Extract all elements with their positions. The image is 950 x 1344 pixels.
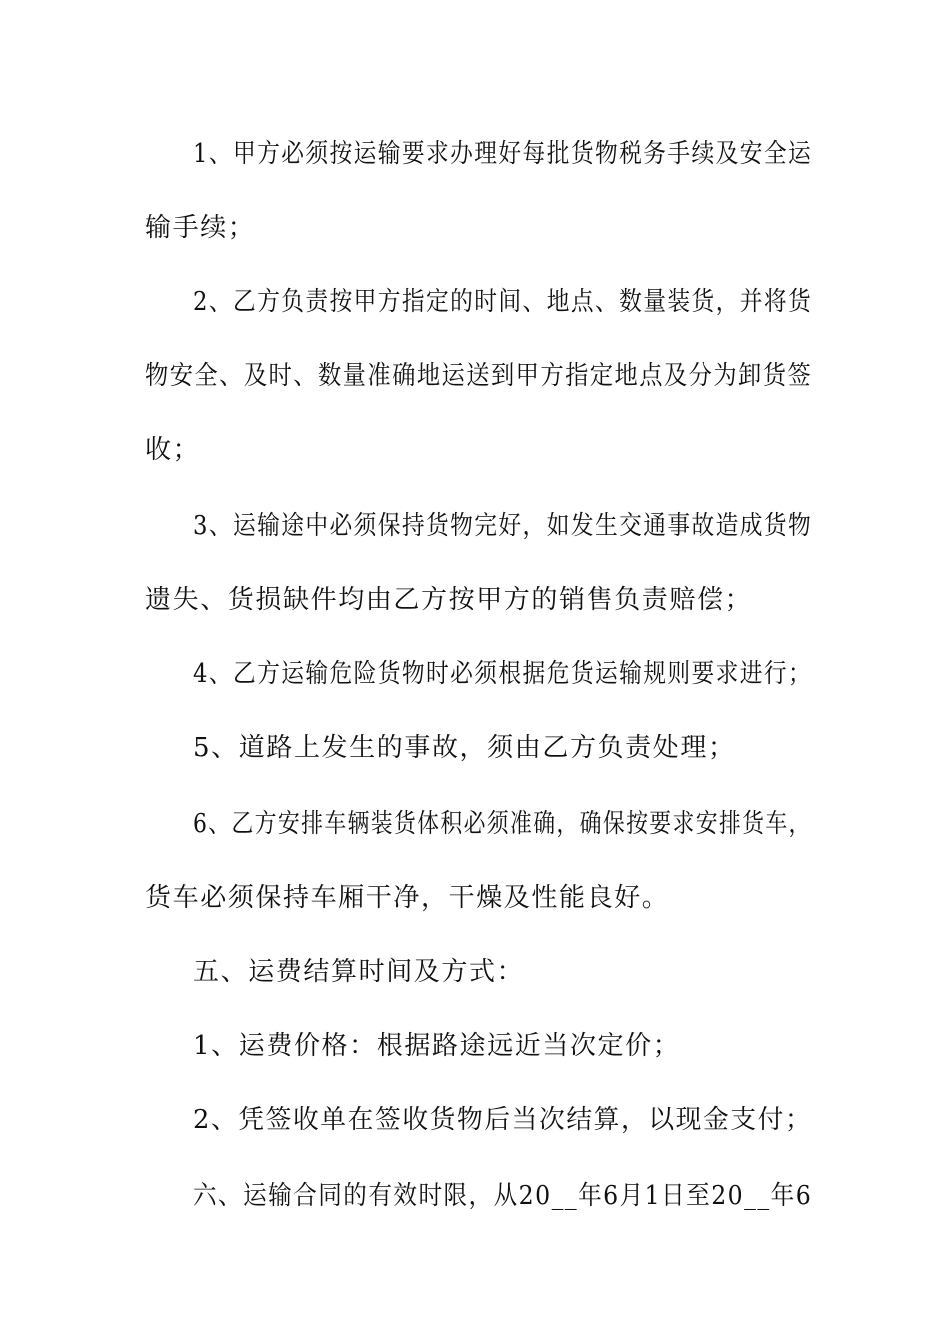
- paragraph-line: 1、运费价格：根据路途远近当次定价；: [193, 1031, 681, 1061]
- section-heading: 五、运费结算时间及方式：: [193, 957, 525, 987]
- paragraph-line: 3、运输途中必须保持货物完好，如发生交通事故造成货物: [193, 511, 813, 541]
- paragraph-line: 5、道路上发生的事故，须由乙方负责处理；: [193, 733, 736, 763]
- paragraph-line: 收；: [145, 435, 201, 465]
- paragraph-line: 2、乙方负责按甲方指定的时间、地点、数量装货，并将货: [193, 287, 813, 317]
- section-heading: 六、运输合同的有效时限，从20__年6月1日至20__年6: [193, 1181, 813, 1211]
- paragraph-line: 2、凭签收单在签收货物后当次结算，以现金支付；: [193, 1105, 813, 1135]
- paragraph-line: 4、乙方运输危险货物时必须根据危货运输规则要求进行；: [193, 659, 813, 689]
- paragraph-line: 货车必须保持车厢干净，干燥及性能良好。: [145, 883, 670, 913]
- paragraph-line: 输手续；: [145, 213, 256, 243]
- paragraph-line: 6、乙方安排车辆装货体积必须准确，确保按要求安排货车，: [193, 809, 812, 839]
- paragraph-line: 遗失、货损缺件均由乙方按甲方的销售负责赔偿；: [145, 585, 753, 615]
- paragraph-line: 1、甲方必须按运输要求办理好每批货物税务手续及安全运: [193, 139, 813, 169]
- paragraph-line: 物安全、及时、数量准确地运送到甲方指定地点及分为卸货签: [145, 361, 813, 391]
